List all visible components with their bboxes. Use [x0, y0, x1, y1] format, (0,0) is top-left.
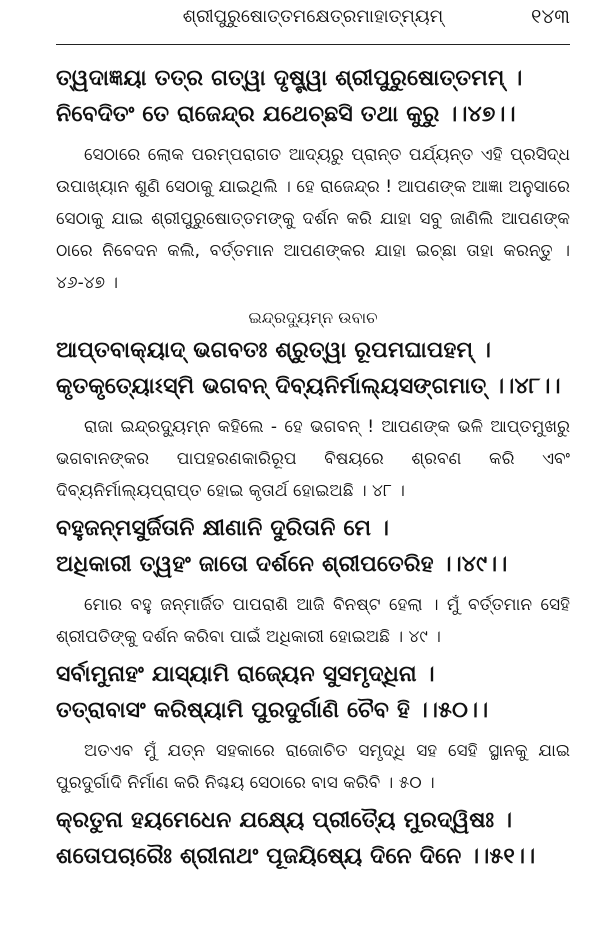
translation-48	[56, 411, 570, 507]
running-title: ଶ୍ରୀପୁରୁଷୋତ୍ତମକ୍ଷେତ୍ରମାହାତ୍ମ୍ୟମ୍	[182, 6, 444, 27]
verse-49-line-2: ଅଧିକାରୀ ତ୍ୱହଂ ଜାତୋ ଦର୍ଶନେ ଶ୍ରୀପତେରିହ ।।୪୯।।	[56, 552, 508, 577]
translation-50	[56, 735, 570, 799]
page-header	[56, 0, 570, 45]
verse-50-line-1: ସର୍ବାମୁନାହଂ ଯାସ୍ୟାମି ରାଜ୍ୟେନ ସୁସମୃଦ୍ଧିନା ।	[56, 662, 435, 687]
translation-48-text: ରାଜା ଇନ୍ଦ୍ରଦ୍ୟୁମ୍ନ କହିଲେ - ହେ ଭଗବନ୍ ! ଆପଣଙ୍କ ଭଳି ଆପ୍ତମୁଖରୁ ଭଗବାନଙ୍କର ପାପହରଣକାରିରୂପ ବିଷୟରେ ଶ୍ରବଣ କରି ଏବଂ ଦିବ୍ୟନିର୍ମାଲ୍ୟପ୍ରାପ୍ତ ହୋଇ କୃତାର୍ଥ ହୋଇଅଛି । ୪୮ ।	[56, 417, 570, 501]
verse-48-line-2: କୃତକୃତ୍ୟୋଽସ୍ମି ଭଗବନ୍ ଦିବ୍ୟନିର୍ମାଲ୍ୟସଙ୍ଗମାତ୍ ।।୪୮।।	[56, 374, 561, 399]
verse-47-line-2: ନିବେଦିତଂ ତେ ରାଜେନ୍ଦ୍ର ଯଥେଚ୍ଛସି ତଥା କୁରୁ ।।୪୭।।	[56, 102, 516, 127]
verse-50-line-2: ତତ୍ରାବାସଂ କରିଷ୍ୟାମି ପୁରଦୁର୍ଗାଣି ଚୈବ ହି ।।୫୦।।	[56, 698, 489, 723]
verse-51-line-2: ଶତୋପଚାରୈଃ ଶ୍ରୀନାଥଂ ପୂଜୟିଷ୍ୟେ ଦିନେ ଦିନେ ।।୫୧।।	[56, 844, 536, 869]
page-number: ୧୪୩	[531, 4, 570, 28]
verse-51-line-1: କ୍ରତୁନା ହୟମେଧେନ ଯକ୍ଷ୍ୟେ ପ୍ରୀତ୍ୟୈ ମୁରଦ୍ୱିଷଃ ।	[56, 808, 513, 833]
verse-47-line-1: ତ୍ୱଦାଜ୍ଞୟା ତତ୍ର ଗତ୍ୱା ଦୃଷ୍ଟ୍ୱା ଶ୍ରୀପୁରୁଷୋତ୍ତମମ୍ ।	[56, 66, 523, 91]
translation-47	[56, 139, 570, 299]
speaker-heading: ଇନ୍ଦ୍ରଦ୍ୟୁମ୍ନ ଉବାଚ	[248, 308, 378, 327]
translation-50-text: ଅତଏବ ମୁଁ ଯତ୍ନ ସହକାରେ ରାଜୋଚିତ ସମୃଦ୍ଧି ସହ ସେହି ସ୍ଥାନକୁ ଯାଇ ପୁରଦୁର୍ଗାଦି ନିର୍ମାଣ କରି ନିଶ୍ଚୟ ସେଠାରେ ବାସ କରିବି । ୫୦ ।	[56, 741, 570, 793]
verse-48-line-1: ଆପ୍ତବାକ୍ୟାଦ୍ ଭଗବତଃ ଶ୍ରୁତ୍ୱା ରୂପମଘାପହମ୍ ।	[56, 338, 492, 363]
verse-49-line-1: ବହୁଜନ୍ମସୁର୍ଜିତାନି କ୍ଷୀଣାନି ଦୁରିତାନି ମେ ।	[56, 516, 390, 541]
translation-49-text: ମୋର ବହୁ ଜନ୍ମାର୍ଜିତ ପାପରାଶି ଆଜି ବିନଷ୍ଟ ହେଲା । ମୁଁ ବର୍ତ୍ତମାନ ସେହି ଶ୍ରୀପତିଙ୍କୁ ଦର୍ଶନ କରିବା ପାଇଁ ଅଧିକାରୀ ହୋଇଅଛି । ୪୯ ।	[56, 595, 570, 647]
translation-47-text: ସେଠାରେ ଲୋକ ପରମ୍ପରାଗତ ଆଦ୍ୟରୁ ପ୍ରାନ୍ତ ପର୍ଯ୍ୟନ୍ତ ଏହି ପ୍ରସିଦ୍ଧ ଉପାଖ୍ୟାନ ଶୁଣି ସେଠାକୁ ଯାଇଥିଲି । ହେ ରାଜେନ୍ଦ୍ର ! ଆପଣଙ୍କ ଆଜ୍ଞା ଅନୁସାରେ ସେଠାକୁ ଯାଇ ଶ୍ରୀପୁରୁଷୋତ୍ତମଙ୍କୁ ଦର୍ଶନ କରି ଯାହା ସବୁ ଜାଣିଲି ଆପଣଙ୍କ ଠାରେ ନିବେଦନ କଲି, ବର୍ତ୍ତମାନ ଆପଣଙ୍କର ଯାହା ଇଚ୍ଛା ତାହା କରନ୍ତୁ । ୪୬-୪୭ ।	[56, 145, 570, 293]
translation-49	[56, 589, 570, 653]
